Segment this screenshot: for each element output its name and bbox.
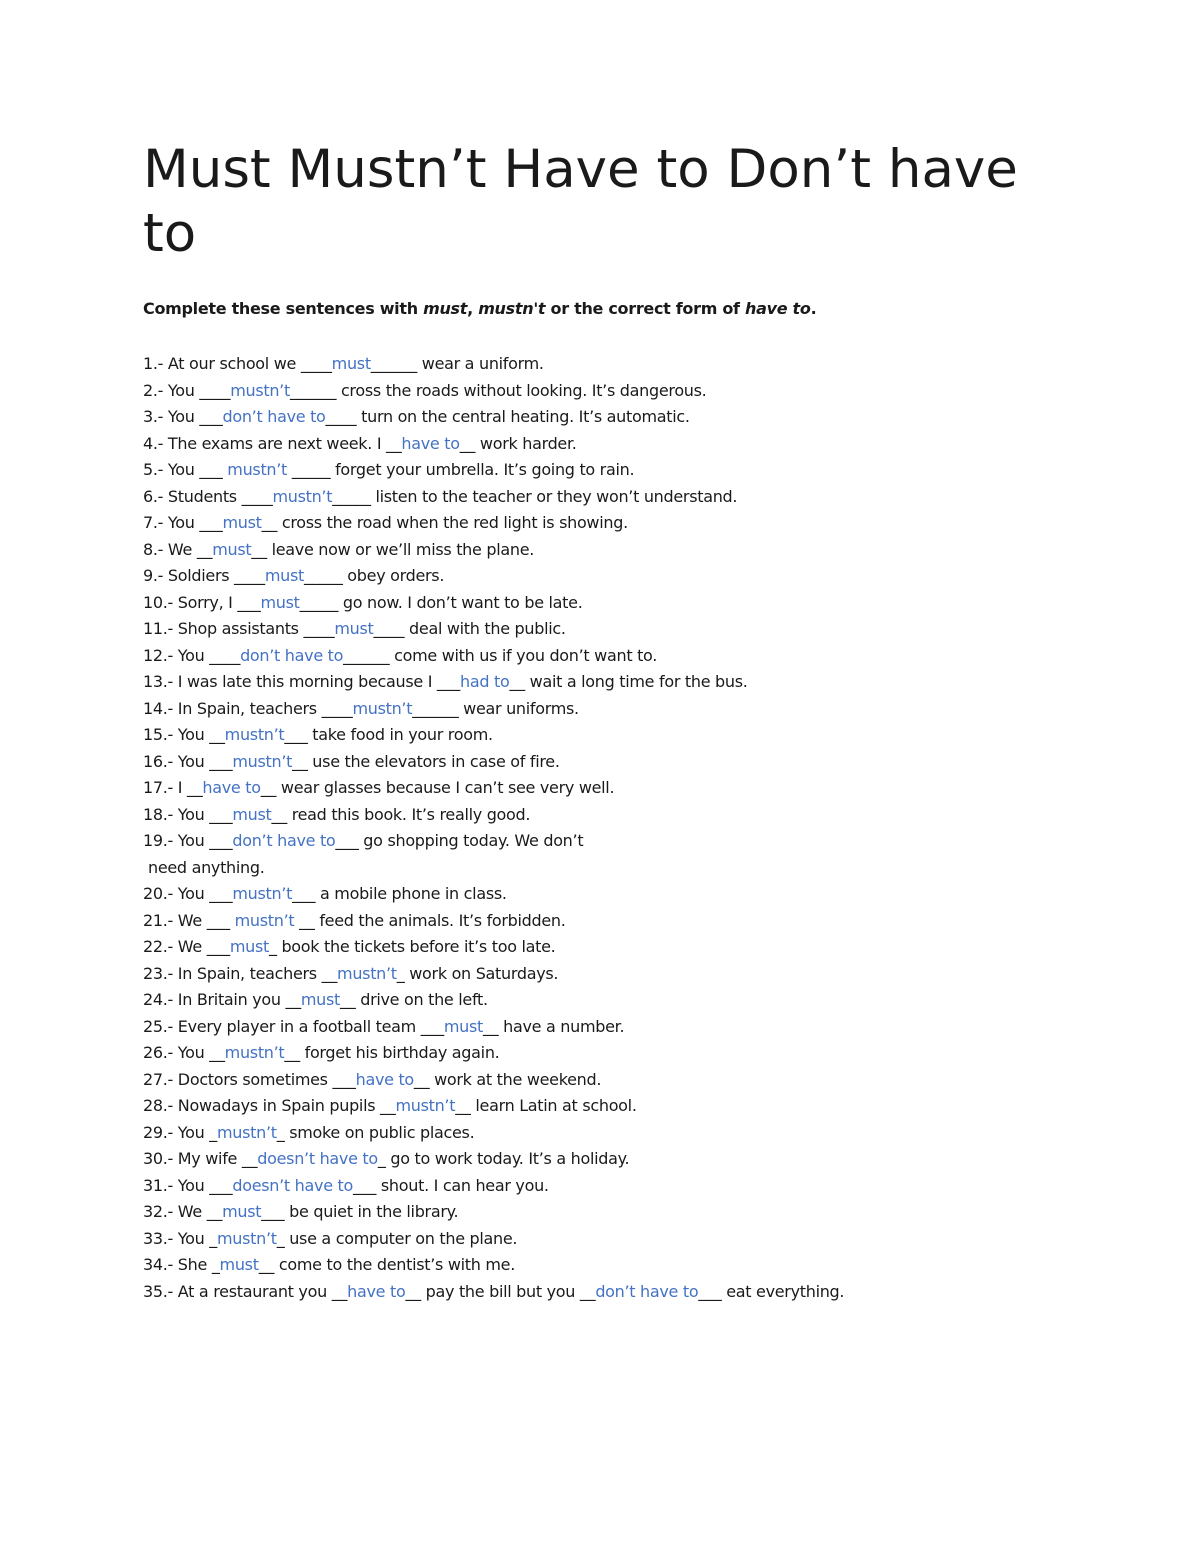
sentence-suffix: __ wear glasses because I can’t see very well. (260, 778, 615, 797)
instruction-text (143, 297, 816, 321)
sentence-suffix: __ read this book. It’s really good. (271, 804, 531, 824)
sentence-prefix: 12.- You ____ (143, 645, 241, 665)
list-item-continuation (143, 855, 844, 882)
answer-text: have to (202, 778, 261, 797)
sentence-prefix: 5.- You ___ (143, 460, 228, 479)
answer-text: mustn’t (224, 725, 285, 744)
sentence-prefix: 24.- In Britain you __ (143, 990, 301, 1009)
list-item (143, 404, 844, 431)
sentence-prefix: 6.- Students ____ (143, 486, 273, 506)
list-item (143, 643, 844, 670)
sentence-prefix: 33.- You _ (143, 1228, 217, 1248)
sentence-suffix: _____ listen to the teacher or they won’t understand. (332, 486, 738, 506)
sentence-suffix: __ pay the bill but you __ (405, 1281, 596, 1301)
sentence-prefix: 10.- Sorry, I ___ (143, 592, 261, 612)
sentence-suffix: ______ cross the roads without looking. It’s dangerous. (289, 380, 707, 400)
sentence-suffix: ____ deal with the public. (373, 619, 566, 638)
sentence-suffix: _ smoke on public places. (276, 1122, 475, 1142)
sentence-suffix: ___ eat everything. (698, 1281, 845, 1301)
answer-text: mustn’t (216, 1228, 277, 1248)
answer-text: mustn’t (232, 751, 293, 771)
answer-text: mustn’t (224, 1043, 285, 1062)
sentence-suffix: __ use the elevators in case of fire. (292, 751, 560, 771)
sentence-prefix: 25.- Every player in a football team ___ (143, 1016, 444, 1036)
list-item (143, 1093, 844, 1120)
list-item (143, 510, 844, 537)
instruction-part: . (810, 299, 817, 318)
sentence-prefix: 31.- You ___ (143, 1175, 233, 1195)
instruction-keyword-must: must (423, 299, 468, 318)
sentence-prefix: 22.- We ___ (143, 937, 230, 956)
answer-text: mustn’t (272, 486, 333, 506)
list-item (143, 1279, 844, 1306)
answer-text: must (264, 566, 305, 585)
instruction-part: or the correct form of (545, 299, 745, 318)
sentence-prefix: 9.- Soldiers ____ (143, 566, 265, 585)
list-item (143, 431, 844, 458)
sentence-suffix: __ work harder. (459, 433, 577, 453)
page-title: Must Mustn’t Have to Don’t have to (143, 139, 1018, 264)
list-item (143, 378, 844, 405)
sentence-prefix: 16.- You ___ (143, 751, 233, 771)
answer-text: must (334, 619, 374, 638)
list-item (143, 590, 844, 617)
list-item (143, 775, 844, 802)
list-item (143, 722, 844, 749)
list-item (143, 934, 844, 961)
answer-text: mustn’t (337, 963, 397, 983)
sentence-suffix: _____ obey orders. (304, 566, 445, 585)
list-item (143, 1199, 844, 1226)
list-item (143, 484, 844, 511)
list-item (143, 1226, 844, 1253)
sentence-suffix: __ wait a long time for the bus. (509, 672, 748, 691)
instruction-keyword-have-to: have to (744, 299, 811, 318)
sentence-prefix: 26.- You __ (143, 1043, 225, 1062)
sentence-prefix: 23.- In Spain, teachers __ (143, 963, 338, 983)
sentence-prefix: 13.- I was late this morning because I ___ (143, 672, 461, 691)
sentence-prefix: 29.- You _ (143, 1122, 217, 1142)
instruction-part: Complete these sentences with (143, 299, 424, 318)
list-item (143, 1120, 844, 1147)
answer-text: mustn’t (352, 698, 413, 718)
sentence-suffix: _ work on Saturdays. (396, 963, 559, 983)
list-item (143, 749, 844, 776)
sentence-suffix: ______ come with us if you don’t want to. (343, 645, 658, 665)
sentence-suffix: __ forget his birthday again. (284, 1043, 500, 1062)
sentence-prefix: 35.- At a restaurant you __ (143, 1281, 348, 1301)
answer-text: don’t have to (240, 645, 344, 665)
answer-text: had to (460, 672, 510, 691)
answer-text: have to (347, 1281, 406, 1301)
list-item (143, 563, 844, 590)
answer-text: don’t have to (222, 407, 326, 426)
sentence-suffix: __ feed the animals. It’s forbidden. (294, 910, 566, 930)
answer-text: must (212, 539, 252, 559)
sentence-prefix: 19.- You ___ (143, 831, 233, 850)
sentence-suffix: ______ wear a uniform. (370, 354, 544, 373)
list-item (143, 802, 844, 829)
sentence-suffix: __ work at the weekend. (413, 1069, 602, 1089)
answer-text: must (229, 937, 269, 956)
sentence-prefix: 4.- The exams are next week. I __ (143, 433, 402, 453)
sentence-prefix: 28.- Nowadays in Spain pupils __ (143, 1096, 396, 1115)
instruction-keyword-mustnt: mustn't (478, 299, 546, 318)
list-item (143, 1067, 844, 1094)
sentence-prefix: 18.- You ___ (143, 804, 233, 824)
sentence-suffix: _____ go now. I don’t want to be late. (299, 592, 583, 612)
sentence-continuation: need anything. (148, 857, 265, 877)
sentence-suffix: _ use a computer on the plane. (276, 1228, 518, 1248)
sentence-prefix: 2.- You ____ (143, 380, 231, 400)
list-item (143, 881, 844, 908)
sentence-prefix: 27.- Doctors sometimes ___ (143, 1069, 356, 1089)
answer-text: must (443, 1016, 483, 1036)
answer-text: mustn’t (227, 460, 288, 479)
answer-text: have to (401, 433, 460, 453)
sentence-list (143, 351, 844, 1305)
answer-text: must (219, 1255, 259, 1274)
sentence-suffix: __ have a number. (482, 1016, 625, 1036)
instruction-part: , (467, 299, 479, 318)
answer-text: must (331, 354, 371, 373)
list-item (143, 616, 844, 643)
sentence-suffix: ______ wear uniforms. (412, 698, 579, 718)
answer-text: doesn’t have to (257, 1149, 378, 1168)
list-item (143, 961, 844, 988)
answer-text: don’t have to (232, 831, 336, 850)
list-item (143, 351, 844, 378)
sentence-prefix: 11.- Shop assistants ____ (143, 619, 335, 638)
answer-text: must (232, 804, 272, 824)
sentence-prefix: 21.- We ___ (143, 910, 235, 930)
answer-text: don’t have to (595, 1281, 699, 1301)
sentence-suffix: __ learn Latin at school. (455, 1096, 637, 1115)
sentence-suffix: ___ take food in your room. (284, 725, 493, 744)
list-item (143, 1173, 844, 1200)
sentence-suffix: ___ a mobile phone in class. (292, 884, 507, 903)
list-item (143, 669, 844, 696)
sentence-prefix: 7.- You ___ (143, 513, 223, 532)
list-item (143, 987, 844, 1014)
sentence-suffix: _____ forget your umbrella. It’s going to rain. (287, 460, 635, 479)
list-item (143, 1014, 844, 1041)
sentence-prefix: 14.- In Spain, teachers ____ (143, 698, 353, 718)
sentence-suffix: ___ shout. I can hear you. (353, 1175, 549, 1195)
sentence-prefix: 30.- My wife __ (143, 1149, 258, 1168)
sentence-prefix: 20.- You ___ (143, 884, 233, 903)
list-item (143, 1040, 844, 1067)
sentence-suffix: __ leave now or we’ll miss the plane. (251, 539, 535, 559)
answer-text: mustn’t (232, 884, 293, 903)
sentence-suffix: __ drive on the left. (340, 990, 488, 1009)
sentence-suffix: _ go to work today. It’s a holiday. (377, 1149, 630, 1168)
sentence-suffix: ___ go shopping today. We don’t (335, 831, 584, 850)
sentence-suffix: ___ be quiet in the library. (261, 1202, 459, 1221)
answer-text: must (222, 1202, 262, 1221)
answer-text: mustn’t (216, 1122, 277, 1142)
list-item (143, 1146, 844, 1173)
list-item (143, 696, 844, 723)
sentence-suffix: _ book the tickets before it’s too late. (268, 937, 556, 956)
sentence-suffix: __ come to the dentist’s with me. (258, 1255, 515, 1274)
list-item (143, 828, 844, 855)
answer-text: mustn’t (234, 910, 295, 930)
sentence-prefix: 1.- At our school we ____ (143, 354, 332, 373)
answer-text: mustn’t (230, 380, 290, 400)
answer-text: must (300, 990, 341, 1009)
list-item (143, 457, 844, 484)
sentence-suffix: ____ turn on the central heating. It’s automatic. (325, 407, 690, 426)
answer-text: mustn’t (395, 1096, 456, 1115)
answer-text: doesn’t have to (232, 1175, 353, 1195)
sentence-suffix: __ cross the road when the red light is showing. (261, 513, 628, 532)
sentence-prefix: 34.- She _ (143, 1255, 220, 1274)
sentence-prefix: 8.- We __ (143, 539, 213, 559)
list-item (143, 1252, 844, 1279)
list-item (143, 908, 844, 935)
answer-text: have to (355, 1069, 414, 1089)
sentence-prefix: 15.- You __ (143, 725, 225, 744)
answer-text: must (260, 592, 300, 612)
list-item (143, 537, 844, 564)
sentence-prefix: 3.- You ___ (143, 407, 223, 426)
sentence-prefix: 32.- We __ (143, 1202, 223, 1221)
sentence-prefix: 17.- I __ (143, 778, 203, 797)
answer-text: must (222, 513, 262, 532)
